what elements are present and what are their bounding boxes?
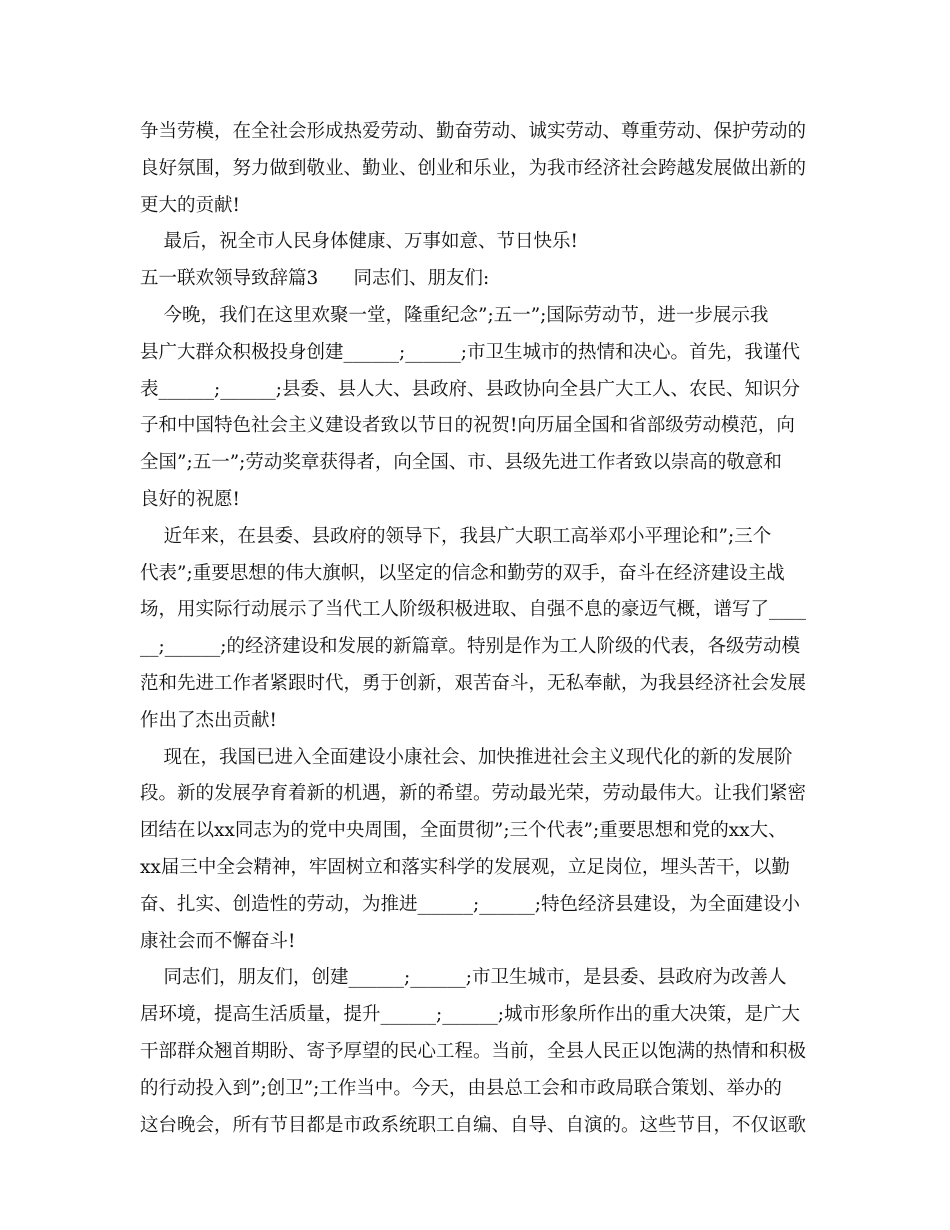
text-line: 团结在以xx同志为的党中央周围，全面贯彻”;三个代表”;重要思想和党的xx大、: [140, 820, 787, 842]
text-line: 最后，祝全市人民身体健康、万事如意、节日快乐!: [140, 231, 578, 253]
text-line: 良好氛围，努力做到敬业、勤业、创业和乐业，为我市经济社会跨越发展做出新的: [140, 157, 807, 179]
text-line: 场，用实际行动展示了当代工人阶级积极进取、自强不息的豪迈气概，谱写了____: [140, 599, 807, 621]
text-line: 子和中国特色社会主义建设者致以节日的祝贺!向历届全国和省部级劳动模范，向: [140, 415, 795, 437]
text-line: 争当劳模，在全社会形成热爱劳动、勤奋劳动、诚实劳动、尊重劳动、保护劳动的: [140, 121, 807, 142]
text-line: __;______;的经济建设和发展的新篇章。特别是作为工人阶级的代表，各级劳动模: [140, 636, 800, 658]
text-line: 居环境，提高生活质量，提升______;______;城市形象所作出的重大决策，是广大: [140, 1004, 800, 1026]
text-line: 作出了杰出贡献!: [140, 709, 277, 731]
section-heading: 五一联欢领导致辞篇3 同志们、朋友们:: [140, 268, 490, 290]
text-line: 同志们，朋友们，创建______;______;市卫生城市，是县委、县政府为改善人: [140, 967, 787, 989]
text-line: 县广大群众积极投身创建______;______;市卫生城市的热情和决心。首先，我谨代: [140, 341, 800, 363]
text-line: 代表”;重要思想的伟大旗帜，以坚定的信念和勤劳的双手，奋斗在经济建设主战: [140, 562, 785, 584]
text-line: 康社会而不懈奋斗!: [140, 930, 296, 952]
text-line: 干部群众翘首期盼、寄予厚望的民心工程。当前，全县人民正以饱满的热情和积极: [140, 1040, 807, 1062]
text-line: xx届三中全会精神，牢固树立和落实科学的发展观，立足岗位，埋头苦干，以勤: [140, 856, 790, 878]
text-line: 今晚，我们在这里欢聚一堂，隆重纪念”;五一”;国际劳动节，进一步展示我: [140, 304, 769, 326]
text-line: 段。新的发展孕育着新的机遇，新的希望。劳动最光荣，劳动最伟大。让我们紧密: [140, 783, 807, 805]
text-line: 奋、扎实、创造性的劳动，为推进______;______;特色经济县建设，为全面建设小: [140, 893, 800, 915]
text-line: 现在，我国已进入全面建设小康社会、加快推进社会主义现代化的新的发展阶: [140, 746, 793, 768]
text-line: 良好的祝愿!: [140, 488, 240, 510]
text-line: 表______;______;县委、县人大、县政府、县政协向全县广大工人、农民、知识分: [140, 378, 800, 400]
document-body: [140, 114, 820, 1144]
text-line: 近年来，在县委、县政府的领导下，我县广大职工高举邓小平理论和”;三个: [140, 525, 772, 547]
text-line: 的行动投入到”;创卫”;工作当中。今天，由县总工会和市政局联合策划、举办的: [140, 1077, 782, 1099]
text-line: 更大的贡献!: [140, 194, 240, 216]
text-line: 这台晚会，所有节目都是市政系统职工自编、自导、自演的。这些节目，不仅讴歌: [140, 1114, 807, 1136]
text-line: 范和先进工作者紧跟时代，勇于创新，艰苦奋斗，无私奉献，为我县经济社会发展: [140, 672, 807, 694]
text-line: 全国”;五一”;劳动奖章获得者，向全国、市、县级先进工作者致以崇高的敬意和: [140, 452, 782, 474]
